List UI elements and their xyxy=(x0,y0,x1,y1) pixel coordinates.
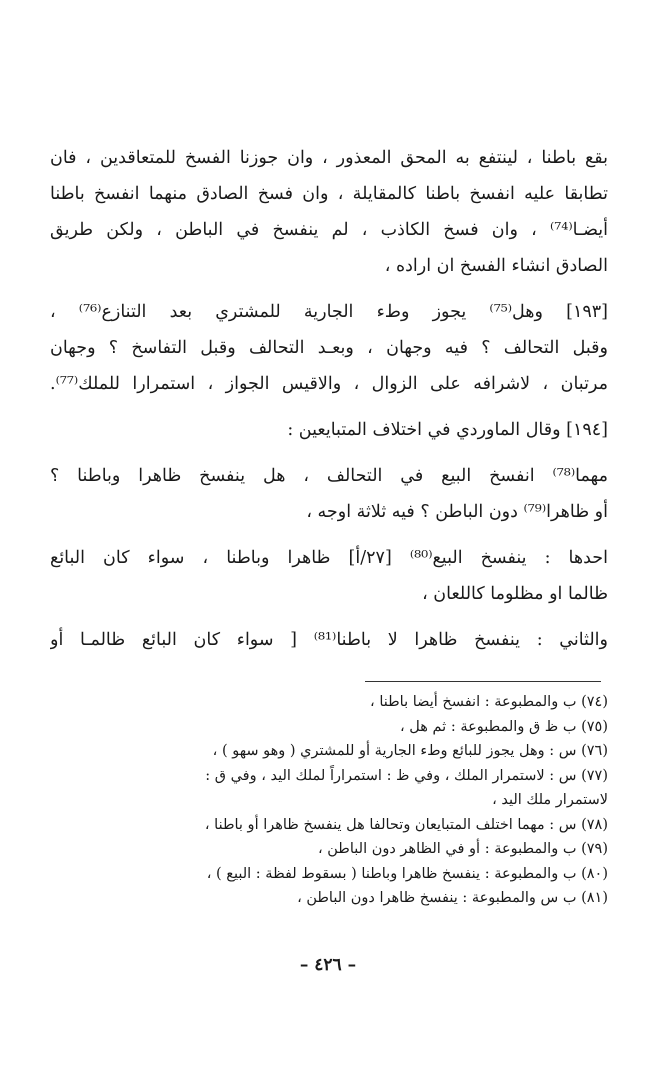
text-line: احدها : ينفسخ البيع⁽⁸⁰⁾ [٢٧/أ] ظاهرا وباطنا ، سواء كان البائع xyxy=(50,548,608,568)
footnote-80: (٨٠) ب والمطبوعة : ينفسخ ظاهرا وباطنا ( بسقوط لفظة : البيع ) ، xyxy=(206,865,608,882)
footnote-77-continued: لاستمرار ملك اليد ، xyxy=(492,792,608,808)
paragraph-194-line: [١٩٤] وقال الماوردي في اختلاف المتبايعين : xyxy=(287,420,608,440)
footnote-75: (٧٥) ب ظ ق والمطبوعة : ثم هل ، xyxy=(400,718,608,735)
text-line: بقع باطنا ، لينتفع به المحق المعذور ، وان جوزنا الفسخ للمتعاقدين ، فان xyxy=(50,148,608,168)
footnote-74: (٧٤) ب والمطبوعة : انفسخ أيضا باطنا ، xyxy=(370,694,608,710)
text-line: أيضـا⁽⁷⁴⁾ ، وان فسخ الكاذب ، لم ينفسخ في الباطن ، ولكن طريق xyxy=(50,220,608,240)
paragraph-193-line: [١٩٣] وهل⁽⁷⁵⁾ يجوز وطء الجارية للمشتري بعد التنازع⁽⁷⁶⁾ ، xyxy=(50,302,608,322)
text-line: أو ظاهرا⁽⁷⁹⁾ دون الباطن ؟ فيه ثلاثة اوجه ، xyxy=(306,502,608,522)
footnote-81: (٨١) ب س والمطبوعة : ينفسخ ظاهرا دون الباطن ، xyxy=(297,890,608,906)
footnote-78: (٧٨) س : مهما اختلف المتبايعان وتحالفا هل ينفسخ ظاهرا أو باطنا ، xyxy=(204,816,608,833)
text-line: ظالما او مظلوما كاللعان ، xyxy=(422,584,608,604)
text-line: الصادق انشاء الفسخ ان اراده ، xyxy=(384,256,608,276)
footnotes xyxy=(50,690,608,911)
footnote-77: (٧٧) س : لاستمرار الملك ، وفي ظ : استمراراً لملك اليد ، وفي ق : xyxy=(205,767,608,784)
text-line: تطابقا عليه انفسخ باطنا كالمقايلة ، وان فسخ الصادق منهما انفسخ باطنا xyxy=(50,184,608,204)
footnote-79: (٧٩) ب والمطبوعة : أو في الظاهر دون الباطن ، xyxy=(317,841,608,857)
main-text xyxy=(50,140,608,658)
footnote-76: (٧٦) س : وهل يجوز للبائع وطء الجارية أو للمشتري ( وهو سهو ) ، xyxy=(212,743,608,759)
footnote-divider xyxy=(365,681,601,682)
text-line: مهما⁽⁷⁸⁾ انفسخ البيع في التحالف ، هل ينفسخ ظاهرا وباطنا ؟ xyxy=(50,466,608,486)
text-line: مرتبان ، لاشرافه على الزوال ، والاقيس الجواز ، استمرارا للملك⁽⁷⁷⁾. xyxy=(50,374,608,394)
page-number: – ٤٢٦ – xyxy=(299,955,357,975)
text-line: والثاني : ينفسخ ظاهرا لا باطنا⁽⁸¹⁾ [ سواء كان البائع ظالمـا أو xyxy=(50,630,608,650)
text-line: وقبل التحالف ؟ فيه وجهان ، وبعـد التحالف وقبل التفاسخ ؟ وجهان xyxy=(50,338,608,358)
